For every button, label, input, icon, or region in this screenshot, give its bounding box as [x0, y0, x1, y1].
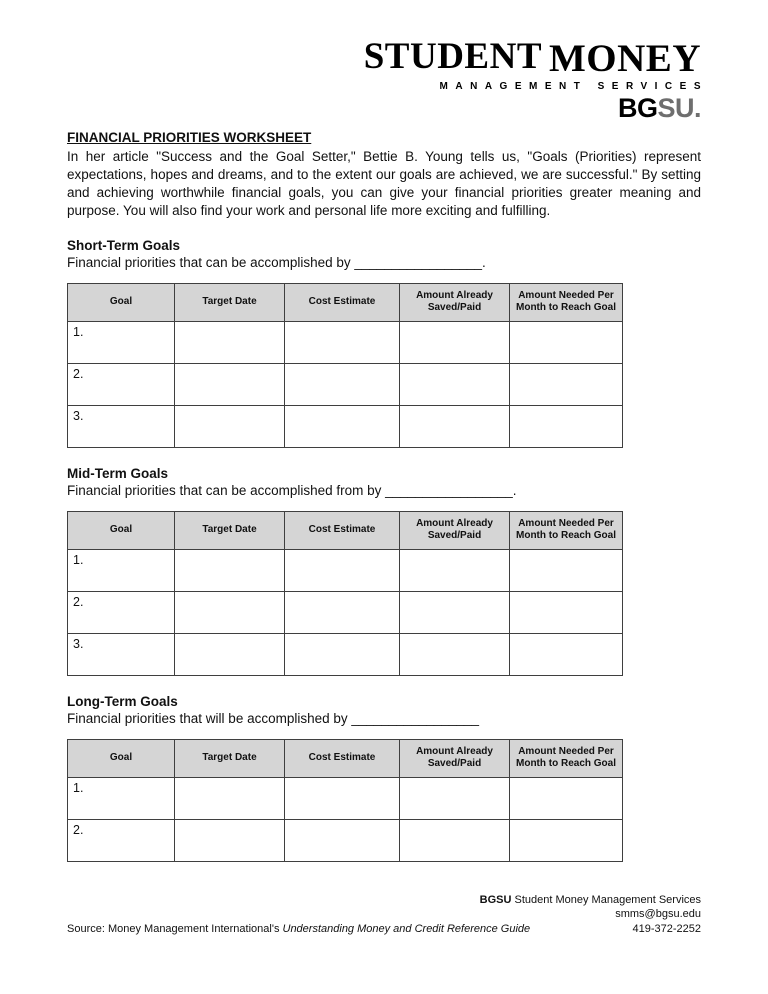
table-row: [68, 819, 623, 861]
goal-number-cell: 1.: [68, 777, 175, 819]
short-term-subtext: Financial priorities that can be accomplished by _________________.: [67, 254, 486, 270]
table-row: [68, 405, 623, 447]
intro-paragraph: In her article "Success and the Goal Setter," Bettie B. Young tells us, "Goals (Priorities) represent expectations, hopes and dreams, and to the extent our goals are achieved, we are successful." By setting and achieving worthwhile financial goals, you can give your financial priorities greater meaning and purpose. You will also find your work and personal life more exciting and fulfilling.: [67, 149, 701, 218]
cost-estimate-cell: [285, 405, 400, 447]
footer-source-prefix: Source: Money Management International's: [67, 922, 283, 935]
table-header-row: [68, 739, 623, 777]
footer-org-rest: Student Money Management Services: [511, 894, 701, 907]
table-row: [68, 321, 623, 363]
cost-estimate-cell: [285, 819, 400, 861]
mid-term-goals-table: [67, 511, 623, 676]
mid-term-heading: Mid-Term Goals: [67, 465, 169, 481]
goal-column-header: Goal: [68, 283, 175, 321]
cost-estimate-cell: [285, 549, 400, 591]
amount-saved-cell: [400, 591, 510, 633]
cost-estimate-cell: [285, 633, 400, 675]
amount-needed-cell: [510, 405, 623, 447]
amount-saved-cell: [400, 363, 510, 405]
amount-saved-cell: [400, 549, 510, 591]
amount-needed-cell: [510, 777, 623, 819]
target-date-column-header: Target Date: [175, 511, 285, 549]
amount-needed-column-header: Amount Needed Per Month to Reach Goal: [510, 511, 623, 549]
target-date-column-header: Target Date: [175, 739, 285, 777]
logo-management-services-text: MANAGEMENT SERVICES: [439, 81, 708, 92]
footer-source-line: [67, 922, 530, 936]
footer-org-line: [67, 893, 701, 907]
amount-needed-cell: [510, 591, 623, 633]
logo-bg-text: BG: [617, 93, 658, 123]
amount-saved-cell: [400, 819, 510, 861]
page-footer: [67, 893, 701, 936]
amount-saved-cell: [400, 405, 510, 447]
target-date-cell: [175, 363, 285, 405]
goal-number-cell: 1.: [68, 549, 175, 591]
table-row: [68, 633, 623, 675]
target-date-column-header: Target Date: [175, 283, 285, 321]
long-term-heading: Long-Term Goals: [67, 693, 178, 709]
long-term-subtext: Financial priorities that will be accomplished by _________________: [67, 710, 480, 726]
page-title: FINANCIAL PRIORITIES WORKSHEET: [67, 130, 312, 145]
target-date-cell: [175, 591, 285, 633]
table-header-row: [68, 511, 623, 549]
logo-money-text: MONEY: [549, 37, 701, 80]
amount-needed-cell: [510, 321, 623, 363]
goal-number-cell: 2.: [68, 819, 175, 861]
goal-number-cell: 1.: [68, 321, 175, 363]
target-date-cell: [175, 633, 285, 675]
amount-saved-cell: [400, 633, 510, 675]
long-term-goals-table: [67, 739, 623, 862]
table-row: [68, 363, 623, 405]
logo-su-text: SU.: [657, 93, 701, 123]
goal-number-cell: 3.: [68, 633, 175, 675]
cost-estimate-column-header: Cost Estimate: [285, 511, 400, 549]
amount-needed-cell: [510, 633, 623, 675]
amount-needed-cell: [510, 819, 623, 861]
cost-estimate-column-header: Cost Estimate: [285, 739, 400, 777]
goal-number-cell: 2.: [68, 591, 175, 633]
table-row: [68, 591, 623, 633]
footer-org-bold: BGSU: [479, 894, 512, 907]
goal-number-cell: 2.: [68, 363, 175, 405]
amount-saved-column-header: Amount Already Saved/Paid: [400, 511, 510, 549]
logo-wordmark: [67, 36, 701, 80]
amount-needed-column-header: Amount Needed Per Month to Reach Goal: [510, 739, 623, 777]
footer-phone: 419-372-2252: [632, 922, 701, 935]
target-date-cell: [175, 777, 285, 819]
amount-saved-column-header: Amount Already Saved/Paid: [400, 739, 510, 777]
target-date-cell: [175, 321, 285, 363]
table-row: [68, 549, 623, 591]
cost-estimate-cell: [285, 591, 400, 633]
goal-number-cell: 3.: [68, 405, 175, 447]
amount-needed-cell: [510, 549, 623, 591]
cost-estimate-cell: [285, 321, 400, 363]
mid-term-subtext: Financial priorities that can be accomplished from by _________________.: [67, 482, 517, 498]
goal-column-header: Goal: [68, 511, 175, 549]
cost-estimate-cell: [285, 363, 400, 405]
cost-estimate-column-header: Cost Estimate: [285, 283, 400, 321]
amount-needed-cell: [510, 363, 623, 405]
short-term-goals-table: [67, 283, 623, 448]
table-header-row: [68, 283, 623, 321]
cost-estimate-cell: [285, 777, 400, 819]
target-date-cell: [175, 405, 285, 447]
table-row: [68, 777, 623, 819]
amount-needed-column-header: Amount Needed Per Month to Reach Goal: [510, 283, 623, 321]
footer-email: smms@bgsu.edu: [615, 908, 701, 921]
target-date-cell: [175, 549, 285, 591]
goal-column-header: Goal: [68, 739, 175, 777]
footer-source-title: Understanding Money and Credit Reference Guide: [282, 922, 531, 935]
amount-saved-cell: [400, 777, 510, 819]
logo-bgsu-text: [67, 95, 701, 122]
target-date-cell: [175, 819, 285, 861]
short-term-heading: Short-Term Goals: [67, 237, 181, 253]
smms-bgsu-logo: [67, 36, 708, 123]
logo-student-text: STUDENT: [363, 36, 542, 77]
amount-saved-cell: [400, 321, 510, 363]
amount-saved-column-header: Amount Already Saved/Paid: [400, 283, 510, 321]
